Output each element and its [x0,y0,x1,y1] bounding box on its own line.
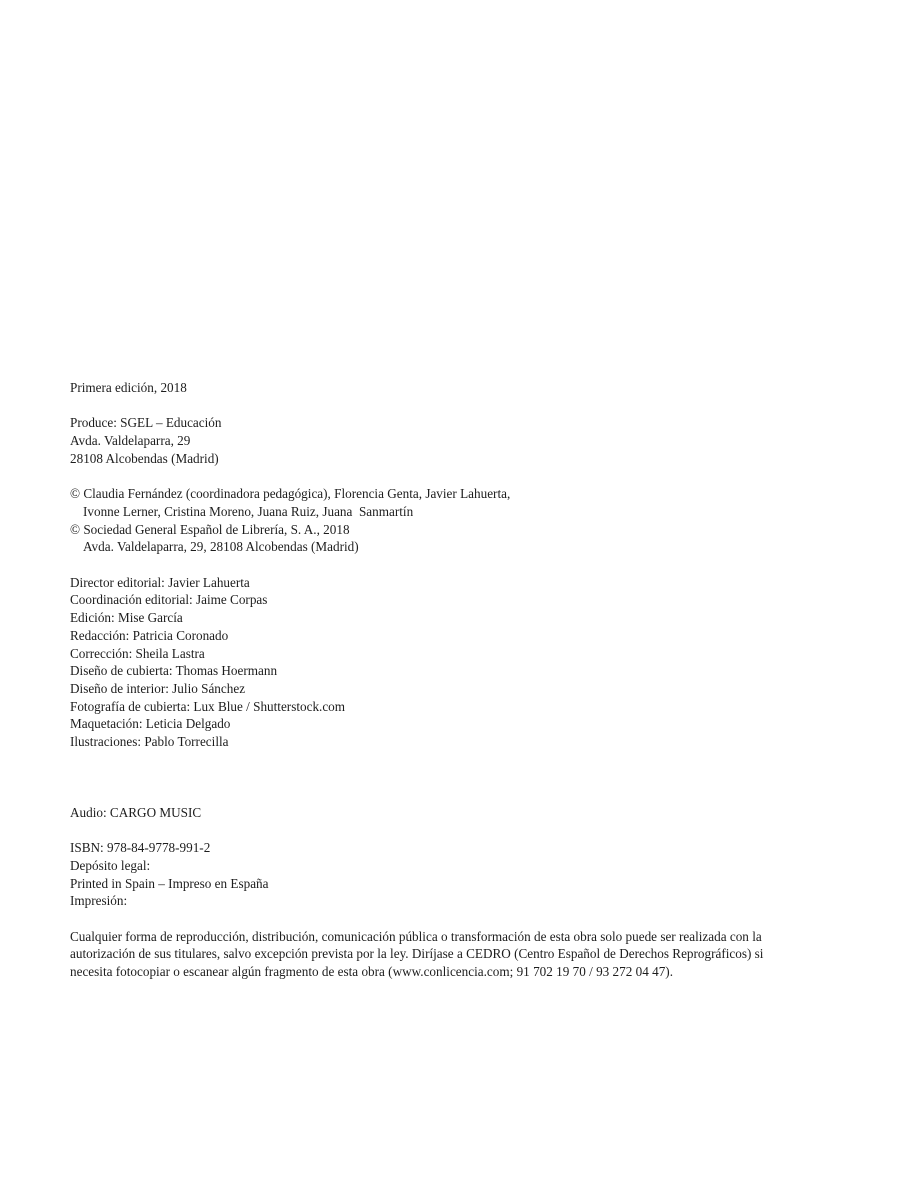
legal-line: autorización de sus titulares, salvo excepción prevista por la ley. Diríjase a CEDRO (Centro Español de Derechos Reprográficos) si [70,946,764,962]
audio-line: Audio: CARGO MUSIC [70,804,202,820]
credit-line: Diseño de interior: Julio Sánchez [70,680,246,696]
edition-line: Primera edición, 2018 [70,380,187,395]
credit-line: Director editorial: Javier Lahuerta [70,574,250,590]
copyright-authors-line: © Claudia Fernández (coordinadora pedagógica), Florencia Genta, Javier Lahuerta, [70,486,511,502]
publisher-city-line: 28108 Alcobendas (Madrid) [70,450,219,466]
credit-line: Redacción: Patricia Coronado [70,627,229,643]
credit-line: Coordinación editorial: Jaime Corpas [70,592,268,608]
colophon [70,379,830,981]
audio-block [70,804,830,822]
credit-line: Corrección: Sheila Lastra [70,645,205,661]
legal-paragraph [70,928,830,981]
publisher-name-line: Produce: SGEL – Educación [70,415,222,431]
publisher-block [70,414,830,467]
credit-line: Fotografía de cubierta: Lux Blue / Shutterstock.com [70,698,346,714]
credits-block [70,574,830,751]
copyright-block [70,485,830,556]
credit-line: Ilustraciones: Pablo Torrecilla [70,734,229,750]
copyright-company-line: © Sociedad General Español de Librería, S. A., 2018 [70,521,350,537]
legal-line: Cualquier forma de reproducción, distribución, comunicación pública o transformación de esta obra solo puede ser realizada con la [70,928,762,944]
credit-line: Diseño de cubierta: Thomas Hoermann [70,663,278,679]
legal-line: necesita fotocopiar o escanear algún fragmento de esta obra (www.conlicencia.com; 91 702 19 70 / 93 272 04 47). [70,964,673,980]
deposito-legal-line: Depósito legal: [70,857,151,873]
edition-block [70,379,830,397]
print-info-block [70,839,830,910]
impresion-line: Impresión: [70,893,128,909]
credit-line: Maquetación: Leticia Delgado [70,716,231,732]
copyright-company-address-line: Avda. Valdelaparra, 29, 28108 Alcobendas (Madrid) [83,539,359,555]
credit-line: Edición: Mise García [70,610,183,626]
printed-in-line: Printed in Spain – Impreso en España [70,875,269,891]
isbn-line: ISBN: 978-84-9778-991-2 [70,840,211,856]
publisher-address-line: Avda. Valdelaparra, 29 [70,433,191,449]
copyright-authors-continuation-line: Ivonne Lerner, Cristina Moreno, Juana Ruiz, Juana Sanmartín [83,503,414,519]
